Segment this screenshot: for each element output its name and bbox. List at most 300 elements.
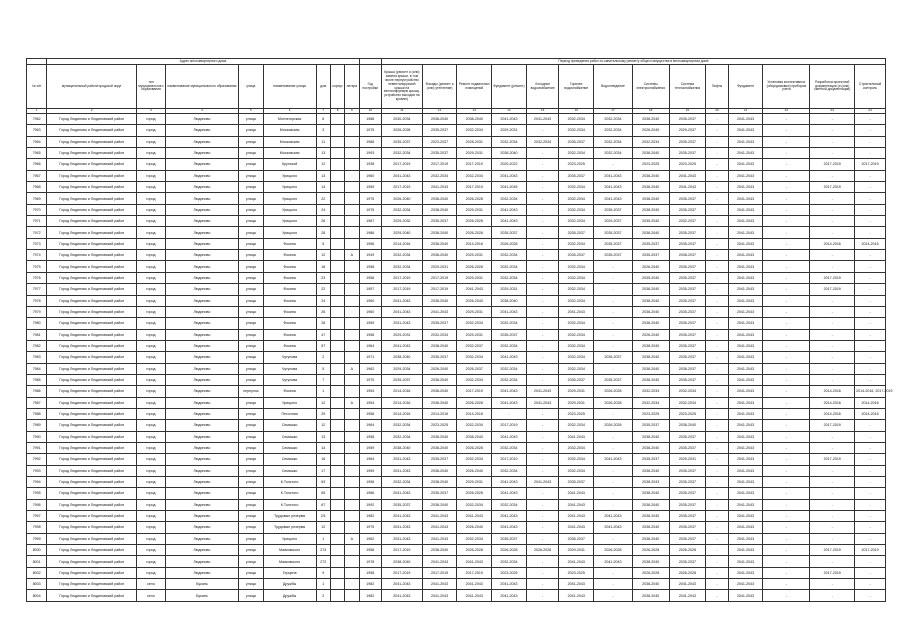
table-cell: - (594, 465, 633, 476)
table-cell: 2041-2043 (526, 397, 559, 408)
table-cell (345, 306, 359, 317)
column-number-cell: 9 (345, 109, 359, 114)
table-cell: 2035-2037 (632, 454, 669, 465)
table-cell: 2032-2034 (594, 148, 633, 159)
table-cell: 2035-2037 (422, 318, 457, 329)
header-heat: Система теплоснабжения (669, 65, 706, 109)
table-cell: Людиново (165, 170, 238, 181)
table-cell (330, 431, 344, 442)
table-cell: 2038-2040 (632, 374, 669, 385)
table-cell: - (594, 499, 633, 510)
table-cell: 2029-2031 (492, 284, 527, 295)
table-cell: 2038-2040 (422, 465, 457, 476)
table-cell: 2023-2025 (632, 159, 669, 170)
table-cell: - (706, 567, 728, 578)
table-cell: 2017-2019 (855, 159, 886, 170)
table-cell: Людиново (165, 250, 238, 261)
table-cell: Город Людиново и Людиновский район (47, 431, 137, 442)
table-cell: 2041-2043 (559, 579, 594, 590)
table-cell: город (137, 318, 166, 329)
table-cell: Людиново (165, 329, 238, 340)
table-cell: 2 (316, 590, 330, 601)
table-cell: 2041-2043 (381, 511, 422, 522)
table-cell: 2032-2034 (381, 431, 422, 442)
table-cell: 2041-2043 (422, 511, 457, 522)
table-cell: 8002 (27, 567, 47, 578)
table-cell: 2032-2034 (594, 114, 633, 125)
table-cell (345, 170, 359, 181)
table-cell: - (526, 193, 559, 204)
table-cell: 1958 (359, 408, 381, 419)
table-cell (330, 227, 344, 238)
table-cell: - (855, 170, 886, 181)
table-row (27, 488, 886, 499)
header-control: Строительный контроль (855, 65, 886, 109)
table-cell: - (526, 533, 559, 544)
table-cell: - (706, 250, 728, 261)
table-cell: 2041-2043 (381, 295, 422, 306)
table-cell: - (763, 136, 810, 147)
table-cell: - (855, 363, 886, 374)
table-cell: 2035-2037 (669, 374, 706, 385)
table-cell: 2029-2031 (457, 250, 492, 261)
table-cell: 2032-2034 (492, 250, 527, 261)
table-cell: Город Людиново и Людиновский район (47, 306, 137, 317)
table-cell: город (137, 408, 166, 419)
table-cell: 2014-2016 (810, 386, 855, 397)
table-cell: 272 (316, 556, 330, 567)
table-cell: 1982 (359, 511, 381, 522)
table-cell: улица (239, 533, 263, 544)
table-cell: 2035-2040 (632, 272, 669, 283)
table-row (27, 397, 886, 408)
table-row (27, 579, 886, 590)
table-cell: - (526, 148, 559, 159)
table-cell: Город Людиново и Людиновский район (47, 477, 137, 488)
table-cell (330, 420, 344, 431)
table-cell: 2041-2043 (728, 511, 763, 522)
table-cell: 2038-2040 (381, 556, 422, 567)
table-cell: Фокина (263, 318, 316, 329)
table-cell: - (855, 306, 886, 317)
table-cell: 2041-2043 (381, 590, 422, 601)
table-cell: - (810, 306, 855, 317)
table-cell: 7974 (27, 250, 47, 261)
table-cell: 2017-2019 (457, 386, 492, 397)
table-cell: 2035-2037 (422, 125, 457, 136)
table-cell (345, 431, 359, 442)
table-cell: 2038-2040 (632, 431, 669, 442)
table-cell: город (137, 431, 166, 442)
table-cell: город (137, 488, 166, 499)
table-cell: Людиново (165, 363, 238, 374)
table-cell: 2038-2040 (422, 477, 457, 488)
table-cell: - (810, 556, 855, 567)
table-cell: - (763, 216, 810, 227)
table-cell: - (855, 567, 886, 578)
table-cell: А (345, 533, 359, 544)
table-cell: 24 (316, 295, 330, 306)
table-cell: - (810, 352, 855, 363)
table-cell: город (137, 250, 166, 261)
table-cell: 2032-2034 (669, 386, 706, 397)
table-cell: 2032-2034 (457, 352, 492, 363)
table-cell: Урицкого (263, 170, 316, 181)
table-cell: 2035-2037 (669, 318, 706, 329)
table-cell: 2041-2043 (381, 318, 422, 329)
table-cell: 2041-2043 (422, 182, 457, 193)
table-cell: 12 (316, 420, 330, 431)
table-cell: 1956 (359, 238, 381, 249)
table-cell: 2038-2040 (632, 556, 669, 567)
table-cell: - (763, 454, 810, 465)
table-cell: 2035-2037 (669, 522, 706, 533)
table-cell: 2032-2034 (457, 533, 492, 544)
table-cell: 2041-2043 (492, 579, 527, 590)
table-cell: 2026-2028 (632, 567, 669, 578)
table-cell: 2041-2045 (492, 182, 527, 193)
table-cell: 2041-2043 (728, 306, 763, 317)
table-cell: Семашко (263, 431, 316, 442)
table-cell: 2014-2016 (457, 238, 492, 249)
table-cell: город (137, 477, 166, 488)
table-cell: 17 (316, 465, 330, 476)
table-cell: 2023-2025 (669, 408, 706, 419)
table-cell: Город Людиново и Людиновский район (47, 567, 137, 578)
table-cell: 1 (316, 533, 330, 544)
table-cell: 14 (316, 442, 330, 453)
table-cell: 2038-2040 (492, 148, 527, 159)
table-row (27, 306, 886, 317)
table-cell: 2038-2040 (422, 114, 457, 125)
table-cell: Город Людиново и Людиновский район (47, 363, 137, 374)
table-cell: Людиново (165, 567, 238, 578)
table-cell: город (137, 148, 166, 159)
table-cell: 2041-2043 (381, 454, 422, 465)
table-cell: - (763, 431, 810, 442)
table-cell: 2026-2040 (381, 193, 422, 204)
header-basement: Ремонт подвальных помещений (457, 65, 492, 109)
table-cell: 2041-2043 (728, 227, 763, 238)
table-cell: Людиново (165, 442, 238, 453)
table-cell: 2032-2034 (559, 284, 594, 295)
table-cell: 2029-2031 (457, 148, 492, 159)
table-cell: 2038-2040 (632, 182, 669, 193)
table-cell: - (706, 431, 728, 442)
table-cell: Город Людиново и Людиновский район (47, 374, 137, 385)
column-number-cell: 24 (855, 109, 886, 114)
table-cell: 2041-2043 (728, 238, 763, 249)
table-cell: 2041-2043 (728, 522, 763, 533)
table-cell: 7962 (27, 114, 47, 125)
table-cell: - (706, 182, 728, 193)
table-cell: Людиново (165, 261, 238, 272)
table-cell: 2035-2037 (669, 227, 706, 238)
table-cell: город (137, 295, 166, 306)
table-cell: 1982 (359, 579, 381, 590)
table-cell: - (763, 284, 810, 295)
table-cell: 2041-2043 (728, 556, 763, 567)
table-cell: - (526, 579, 559, 590)
table-cell: - (526, 374, 559, 385)
table-cell: 2017-2019 (381, 159, 422, 170)
table-cell: 1975 (359, 204, 381, 215)
table-cell: 2041-2043 (422, 533, 457, 544)
table-cell: - (706, 477, 728, 488)
table-cell: 1975 (359, 125, 381, 136)
table-cell: Людиново (165, 295, 238, 306)
header-facade: Фасады (ремонт и (или) утепление) (422, 65, 457, 109)
table-cell: 2032-2034 (492, 374, 527, 385)
table-cell: 2041-2043 (559, 522, 594, 533)
table-row (27, 318, 886, 329)
table-cell: 2017-2019 (810, 284, 855, 295)
table-cell: 2038-2040 (422, 238, 457, 249)
table-cell: - (706, 284, 728, 295)
table-cell (330, 374, 344, 385)
table-cell: 2030-2034 (381, 114, 422, 125)
table-cell: 2038-2040 (422, 295, 457, 306)
table-cell: 2035-2040 (632, 216, 669, 227)
table-cell: - (810, 227, 855, 238)
table-cell: 12 (316, 522, 330, 533)
table-cell: Людиново (165, 352, 238, 363)
table-cell: 2038-2040 (422, 250, 457, 261)
table-cell: Трудовые резервы (263, 522, 316, 533)
table-cell: 2014-2016 (422, 408, 457, 419)
table-cell: 2014-2016 (457, 408, 492, 419)
table-cell (345, 204, 359, 215)
table-cell (330, 182, 344, 193)
table-cell: 2014-2016 (810, 238, 855, 249)
table-cell: Город Людиново и Людиновский район (47, 352, 137, 363)
table-cell (330, 216, 344, 227)
table-cell: улица (239, 227, 263, 238)
table-cell: - (706, 227, 728, 238)
table-cell: город (137, 386, 166, 397)
table-cell: 2026-2040 (422, 363, 457, 374)
table-cell (330, 159, 344, 170)
table-cell: - (810, 295, 855, 306)
table-cell: переулок (239, 386, 263, 397)
table-cell: 2017-2019 (381, 284, 422, 295)
table-cell: 2038-2040 (422, 227, 457, 238)
table-cell: - (855, 374, 886, 385)
table-cell: город (137, 363, 166, 374)
table-cell: 2017-2019 (457, 159, 492, 170)
table-cell: 2014-2016 (855, 238, 886, 249)
table-cell: 2014-2016 (855, 397, 886, 408)
table-cell: 2041-2043 (728, 567, 763, 578)
table-cell: улица (239, 420, 263, 431)
table-cell: 2035-2037 (422, 454, 457, 465)
table-cell (345, 556, 359, 567)
table-cell: 1986 (359, 227, 381, 238)
table-cell: Людиново (165, 227, 238, 238)
header-hot-water: Горячее водоснабжение (559, 65, 594, 109)
table-cell: 2041-2043 (728, 318, 763, 329)
table-cell: 2032-2034 (381, 477, 422, 488)
table-cell: - (855, 272, 886, 283)
table-cell (330, 125, 344, 136)
table-row (27, 533, 886, 544)
table-cell: 2038-2040 (632, 533, 669, 544)
table-cell: город (137, 170, 166, 181)
table-cell (330, 114, 344, 125)
table-cell: - (526, 125, 559, 136)
table-cell: 2032-2034 (381, 250, 422, 261)
table-cell: Город Людиново и Людиновский район (47, 511, 137, 522)
table-cell: - (855, 261, 886, 272)
table-cell: 7990 (27, 431, 47, 442)
table-cell: - (706, 465, 728, 476)
table-cell: Город Людиново и Людиновский район (47, 386, 137, 397)
table-cell: город (137, 397, 166, 408)
table-cell (345, 465, 359, 476)
table-cell: 2035-2037 (632, 238, 669, 249)
table-cell: - (706, 590, 728, 601)
table-cell: 2026-2028 (594, 386, 633, 397)
table-cell: улица (239, 136, 263, 147)
table-cell: 2041-2043 (559, 431, 594, 442)
table-cell: Город Людиново и Людиновский район (47, 454, 137, 465)
table-cell: - (763, 477, 810, 488)
table-cell: улица (239, 397, 263, 408)
table-cell: - (526, 363, 559, 374)
table-cell: город (137, 306, 166, 317)
table-cell: 2026-2040 (457, 295, 492, 306)
table-cell: 2017-2019 (492, 420, 527, 431)
table-cell: 2038-2040 (632, 227, 669, 238)
table-cell: 26 (316, 306, 330, 317)
table-cell: - (810, 136, 855, 147)
table-cell: Дружбы (263, 590, 316, 601)
table-cell: 7987 (27, 397, 47, 408)
table-row (27, 238, 886, 249)
table-cell: 2041-2043 (526, 114, 559, 125)
table-cell (330, 488, 344, 499)
table-cell: город (137, 284, 166, 295)
table-cell: - (526, 454, 559, 465)
header-meters: Установка коллективных (общедомовых) приборов учета (763, 65, 810, 109)
table-cell: - (526, 431, 559, 442)
table-cell: 2038-2040 (632, 579, 669, 590)
table-cell: 1975 (359, 193, 381, 204)
table-cell: 2017-2019 (810, 182, 855, 193)
table-cell: 2041-2043 (728, 499, 763, 510)
table-cell (345, 182, 359, 193)
table-cell: 7975 (27, 261, 47, 272)
table-body (27, 114, 893, 602)
table-cell: - (763, 261, 810, 272)
table-cell: - (810, 533, 855, 544)
table-cell: 2032-2037 (669, 216, 706, 227)
table-cell: - (855, 511, 886, 522)
table-cell: 2035-2037 (669, 488, 706, 499)
table-cell: 14 (316, 182, 330, 193)
table-cell (330, 454, 344, 465)
table-cell: 2041-2043 (728, 159, 763, 170)
table-cell: 2032-2034 (422, 170, 457, 181)
table-cell: - (706, 454, 728, 465)
table-cell: 2041-2043 (728, 408, 763, 419)
table-cell: 2032-2034 (559, 193, 594, 204)
table-cell: 1988 (359, 136, 381, 147)
table-cell: 2032-2034 (632, 397, 669, 408)
table-cell: - (763, 340, 810, 351)
table-cell: 2041-2043 (457, 579, 492, 590)
table-cell (345, 148, 359, 159)
table-cell: - (526, 227, 559, 238)
table-cell: - (706, 374, 728, 385)
column-number-cell: 16 (559, 109, 594, 114)
table-cell: Мончегорская (263, 114, 316, 125)
table-cell: 2035-2037 (559, 136, 594, 147)
table-cell: - (810, 511, 855, 522)
table-cell: 2041-2043 (728, 590, 763, 601)
table-cell: 5 (316, 238, 330, 249)
table-cell: 2029-2031 (559, 545, 594, 556)
table-cell: - (706, 318, 728, 329)
table-cell: - (810, 148, 855, 159)
table-cell: Город Людиново и Людиновский район (47, 465, 137, 476)
header-name-mo: наименование муниципального образования (165, 65, 238, 109)
header-year: Год постройки (359, 65, 381, 109)
table-cell: 2017-2019 (381, 182, 422, 193)
table-cell: - (594, 306, 633, 317)
table-cell: 47 (316, 329, 330, 340)
table-cell: 2041-2043 (422, 522, 457, 533)
table-cell (330, 340, 344, 351)
column-number-cell: 15 (526, 109, 559, 114)
table-cell: - (763, 420, 810, 431)
table-cell: - (706, 261, 728, 272)
table-cell: Чугунова (263, 352, 316, 363)
table-cell: Город Людиново и Людиновский район (47, 250, 137, 261)
column-number-cell: 10 (359, 109, 381, 114)
table-cell: Людиново (165, 408, 238, 419)
table-cell: город (137, 125, 166, 136)
table-cell: 2035-2037 (669, 114, 706, 125)
table-cell: 2041-2043 (492, 216, 527, 227)
column-number-cell: 4 (165, 109, 238, 114)
table-cell: 2023-2025 (669, 159, 706, 170)
table-cell: Людиново (165, 511, 238, 522)
table-cell: - (855, 148, 886, 159)
table-cell: - (763, 227, 810, 238)
capital-repair-register-table (26, 58, 893, 602)
table-cell (330, 193, 344, 204)
table-cell: 2041-2043 (559, 488, 594, 499)
table-cell: - (594, 567, 633, 578)
table-cell: улица (239, 125, 263, 136)
table-cell: - (706, 511, 728, 522)
table-cell: - (763, 125, 810, 136)
table-cell: улица (239, 159, 263, 170)
table-cell: 2026-2040 (632, 261, 669, 272)
table-cell: 2017-2019 (810, 420, 855, 431)
table-cell: 2032-2034 (632, 136, 669, 147)
table-cell: - (810, 579, 855, 590)
table-cell (345, 442, 359, 453)
table-cell: 1964 (359, 420, 381, 431)
table-row (27, 261, 886, 272)
table-cell: село (137, 590, 166, 601)
table-cell: 2032-2034 (559, 272, 594, 283)
table-row (27, 159, 886, 170)
table-cell: - (763, 499, 810, 510)
table-cell: 28 (316, 227, 330, 238)
